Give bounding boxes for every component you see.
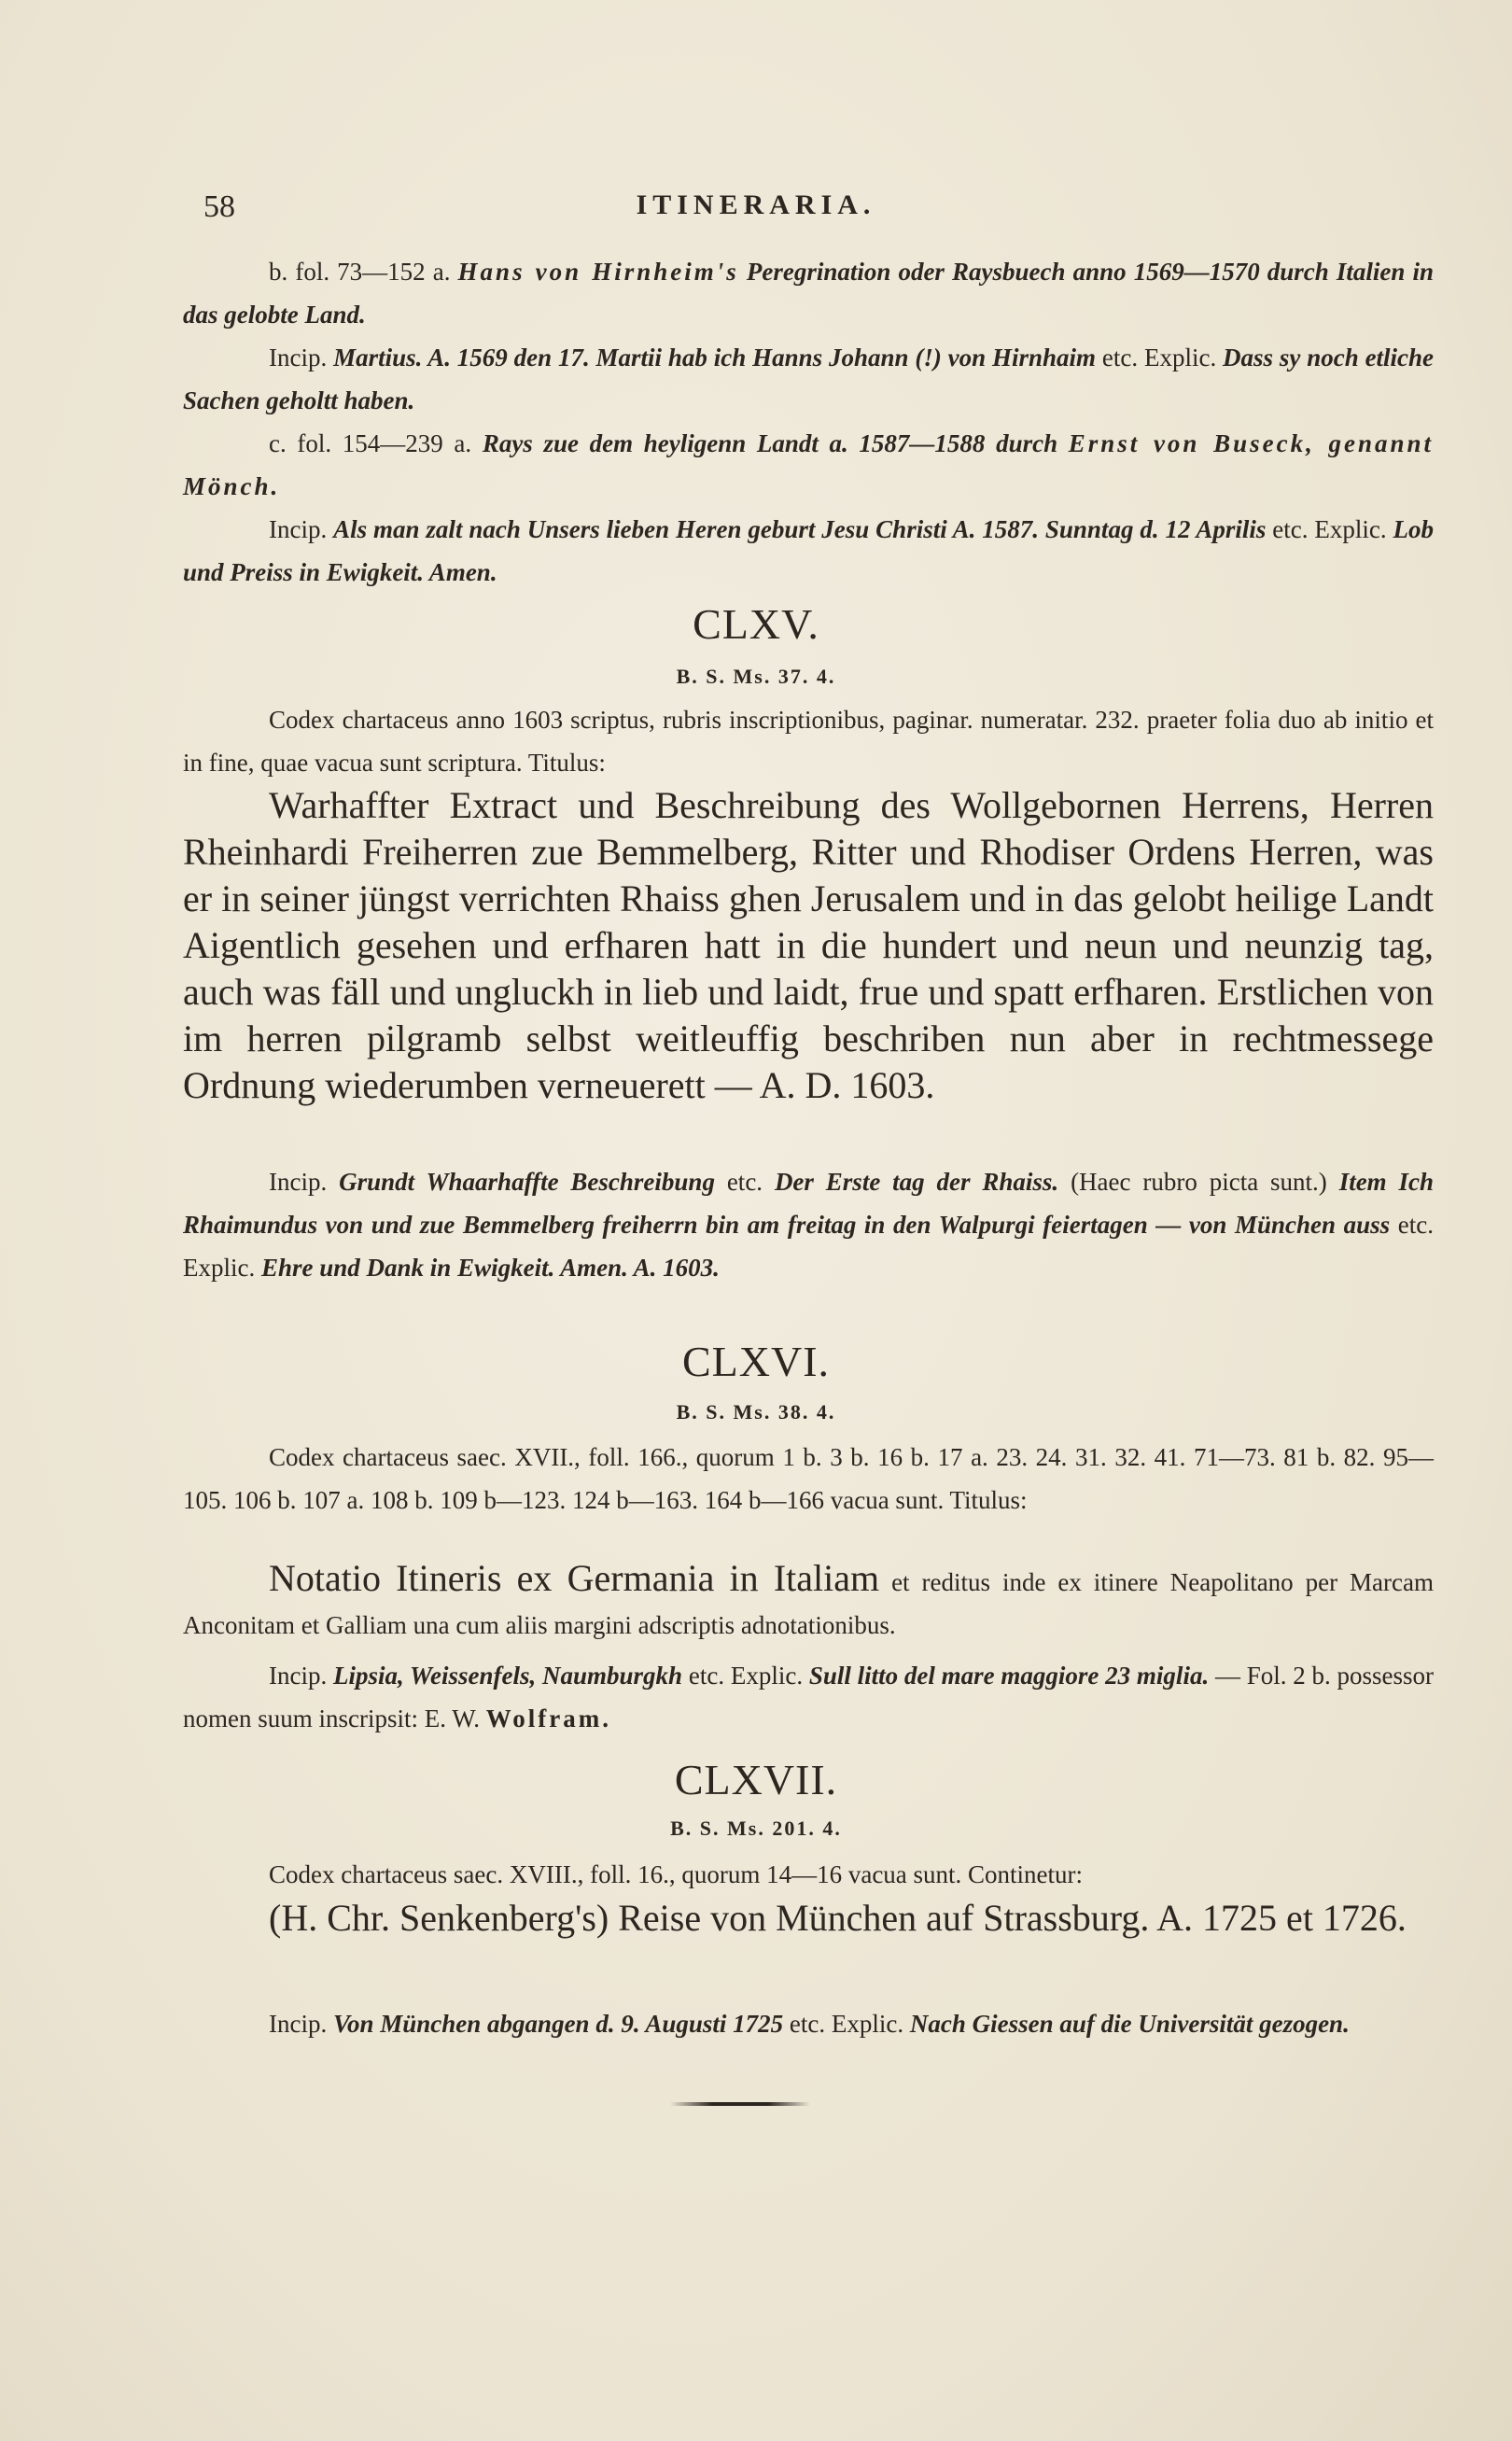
part-b-title: Peregrination oder Raysbuech anno 1569—1570 durch Italien in das gelobte Land. xyxy=(183,258,1434,329)
explicit-label: Explic. xyxy=(1143,344,1217,372)
incipit-etc: etc. xyxy=(688,1662,725,1690)
codex-clxv-incipit xyxy=(183,1160,1434,1289)
incipit-label: Incip. xyxy=(269,1168,328,1196)
incipit-etc: etc. xyxy=(789,2010,826,2038)
incipit-label: Incip. xyxy=(269,2010,328,2038)
codex-clxvi-numeral: CLXVI. xyxy=(681,1338,831,1385)
incipit-text: Grundt Whaarhaffte Beschreibung xyxy=(339,1168,715,1196)
incipit-text: Der Erste tag der Rhaiss. xyxy=(774,1168,1059,1196)
part-c-paragraph xyxy=(183,422,1434,508)
codex-clxvii-incipit xyxy=(183,2002,1434,2045)
codex-clxv-signature: B. S. Ms. 37. 4. xyxy=(676,665,836,688)
rubric-note: (Haec rubro picta sunt.) xyxy=(1071,1168,1327,1196)
explicit-label: Explic. xyxy=(1314,515,1387,543)
codex-clxv-title: Warhaffter Extract und Beschreibung des Wollgebornen Herrens, Herren Rheinhardi Freiherren zue Bemmelberg, Ritter und Rhodiser Ordens Herren, was er in seiner jüngst verrichten Rhaiss ghen Jerusalem und in das gelobt heilige Landt Aigentlich gesehen und erfharen hatt in die hundert und neun und neunzig tag, auch was fäll und ungluckh in lieb und laidt, frue und spatt erfharen. Erstlichen von im herren pilgramb selbst weitleuffig beschriben nun aber in rechtmessege Ordnung wiederumben verneuerett — A. D. 1603. xyxy=(183,784,1434,1106)
incipit-etc: etc. xyxy=(1101,344,1139,372)
explicit-text: Ehre und Dank in Ewigkeit. Amen. A. 1603. xyxy=(260,1254,720,1282)
explicit-text: Lob und Preiss in Ewigkeit. Amen. xyxy=(183,515,1435,586)
codex-clxv-description: Codex chartaceus anno 1603 scriptus, rubris inscriptionibus, paginar. numeratar. 232. praeter folia duo ab initio et in fine, quae vacua sunt scriptura. Titulus: xyxy=(183,706,1434,777)
codex-clxvi-description: Codex chartaceus saec. XVII., foll. 166., quorum 1 b. 3 b. 16 b. 17 a. 23. 24. 31. 32. 41. 71—73. 81 b. 82. 95—105. 106 b. 107 a. 108 b. 109 b—123. 124 b—163. 164 b—166 vacua sunt. Titulus: xyxy=(183,1443,1434,1514)
explicit-text: Dass sy noch etliche Sachen geholtt haben. xyxy=(183,344,1435,414)
codex-clxvi-incipit xyxy=(183,1654,1434,1740)
incipit-etc: etc. xyxy=(1397,1211,1434,1239)
title-rest: et reditus inde ex itinere Neapolitano per Marcam Anconitam et Galliam una cum aliis margini adscriptis adnotationibus. xyxy=(183,1568,1435,1639)
explicit-text: Nach Giessen auf die Universität gezogen. xyxy=(909,2010,1350,2038)
explicit-label: Explic. xyxy=(183,1254,256,1282)
part-b-paragraph xyxy=(183,250,1434,336)
codex-clxvii-description: Codex chartaceus saec. XVIII., foll. 16., quorum 14—16 vacua sunt. Continetur: xyxy=(269,1860,1084,1888)
part-c-title: Rays zue dem heyligenn Landt a. 1587—1588 durch xyxy=(482,429,1058,457)
codex-clxvi-title xyxy=(183,1557,1434,1647)
incipit-etc: etc. xyxy=(1272,515,1309,543)
explicit-text: Sull litto del mare maggiore 23 miglia. xyxy=(808,1662,1210,1690)
codex-clxvii-signature: B. S. Ms. 201. 4. xyxy=(670,1817,842,1840)
codex-clxvii-title: (H. Chr. Senkenberg's) Reise von München auf Strassburg. A. 1725 et 1726. xyxy=(269,1897,1407,1939)
title-main: Notatio Itineris ex Germania in Italiam xyxy=(269,1557,880,1599)
explicit-label: Explic. xyxy=(831,2010,904,2038)
incipit-label: Incip. xyxy=(269,515,328,543)
codex-clxvi-signature: B. S. Ms. 38. 4. xyxy=(676,1400,836,1424)
part-b-incipit xyxy=(183,336,1434,422)
part-c-folio: c. fol. 154—239 a. xyxy=(269,429,472,457)
explicit-label: Explic. xyxy=(730,1662,804,1690)
folio-note: — Fol. 2 b. possessor nomen suum inscripsit: E. W. xyxy=(183,1662,1435,1733)
entry-prev-part-b xyxy=(183,250,1434,594)
codex-clxv-numeral: CLXV. xyxy=(693,600,819,648)
incipit-text: Als man zalt nach Unsers lieben Heren geburt Jesu Christi A. 1587. Sunntag d. 12 Aprilis xyxy=(333,515,1267,543)
owner-name: Wolfram. xyxy=(485,1704,611,1733)
codex-clxvii-numeral: CLXVII. xyxy=(674,1756,838,1803)
incipit-etc: etc. xyxy=(726,1168,763,1196)
part-c-author: Ernst von Buseck, genannt Mönch. xyxy=(183,429,1435,500)
incipit-label: Incip. xyxy=(269,1662,328,1690)
incipit-text: Item Ich Rhaimundus von und zue Bemmelberg freiherrn bin am freitag in den Walpurgi feiertagen — von München auss xyxy=(183,1168,1435,1239)
incipit-text: Von München abgangen d. 9. Augusti 1725 xyxy=(332,2010,784,2038)
closing-rule xyxy=(670,2102,810,2106)
incipit-label: Incip. xyxy=(269,344,328,372)
incipit-text: Martius. A. 1569 den 17. Martii hab ich Hanns Johann (!) von Hirnhaim xyxy=(333,344,1097,372)
page-number: 58 xyxy=(203,189,235,224)
part-b-folio: b. fol. 73—152 a. xyxy=(269,258,451,286)
part-b-author: Hans von Hirnheim's xyxy=(457,258,739,286)
running-head: ITINERARIA. xyxy=(636,189,876,220)
part-c-incipit xyxy=(183,508,1434,594)
incipit-text: Lipsia, Weissenfels, Naumburgkh xyxy=(333,1662,683,1690)
